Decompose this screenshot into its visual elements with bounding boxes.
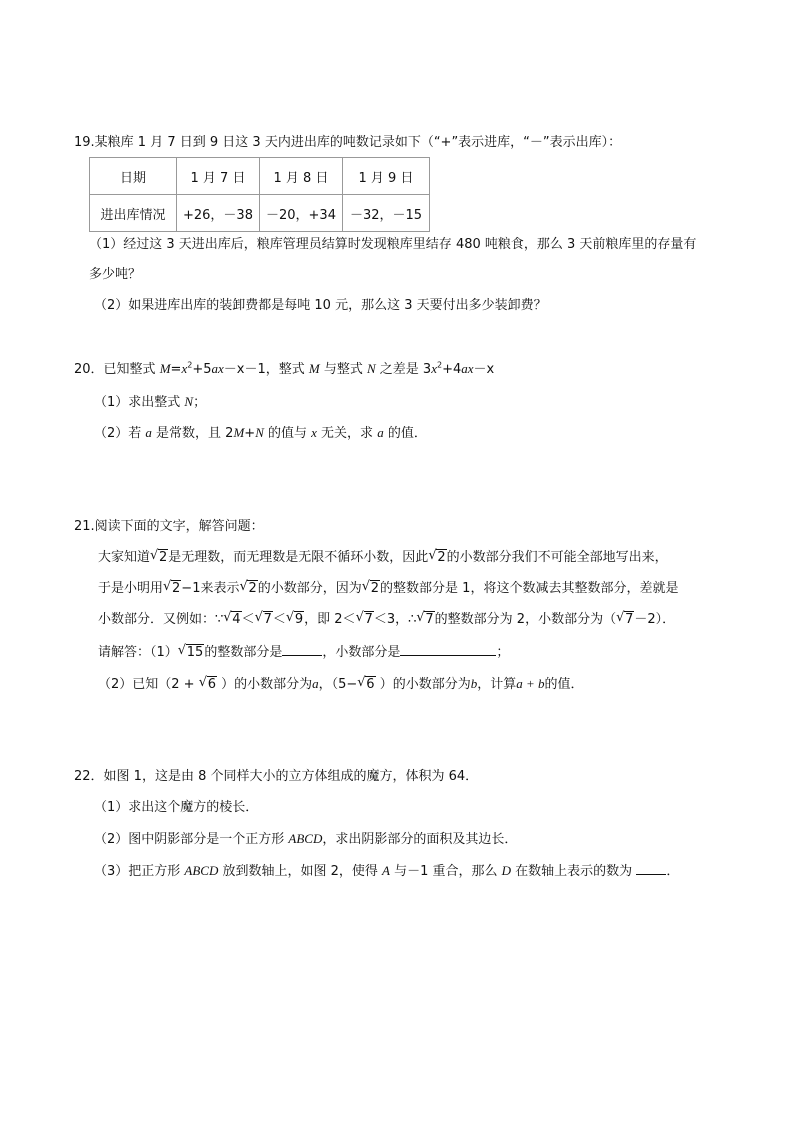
text: 的值与 [263, 426, 312, 441]
var-ax: ax [211, 361, 224, 376]
var-a: a [312, 676, 319, 691]
text: 20．已知整式 [74, 362, 160, 377]
var-a: a [377, 425, 384, 440]
table-cell: +26，－38 [177, 195, 260, 232]
text: ，求出阴影部分的面积及其边长． [322, 832, 518, 847]
radicand: 7 [263, 612, 272, 627]
text: 的整数部分是 1，将这个数减去其整数部分，差就是 [380, 581, 679, 596]
text: 的整数部分是 [204, 645, 283, 660]
text: －2）． [634, 612, 676, 627]
q19-table [89, 157, 430, 232]
radicand: 6 [366, 677, 375, 692]
var-N: N [366, 361, 376, 376]
var-N: N [184, 394, 194, 409]
expr-a-plus-b: a + b [516, 676, 545, 691]
text: ）的小数部分为 [375, 677, 471, 692]
sqrt-symbol: √ 2 [428, 548, 446, 565]
table-row [90, 195, 430, 232]
table-cell: －32，－15 [343, 195, 430, 232]
radicand: 6 [207, 677, 216, 692]
var-N: N [255, 425, 264, 440]
var-b: b [470, 676, 478, 691]
text: ，小数部分是 [322, 645, 401, 660]
q20-part1 [94, 393, 206, 412]
q21-line5 [98, 675, 584, 694]
var-A: A [382, 863, 390, 878]
radicand: 7 [364, 612, 373, 627]
text: 是常数，且 2 [151, 426, 234, 441]
text: +4 [442, 362, 462, 377]
var-a: a [145, 425, 152, 440]
text: 的小数部分我们不可能全部地写出来， [446, 550, 668, 565]
text: ，（5− [318, 677, 358, 692]
exponent: 2 [187, 360, 193, 370]
text: 在数轴上表示的数为 [511, 864, 637, 879]
sqrt-symbol: √ 7 [355, 610, 373, 627]
q21-line1 [98, 549, 668, 567]
text: －x－1，整式 [223, 362, 309, 377]
radicand: 2 [248, 581, 257, 596]
text: ； [496, 645, 510, 660]
exponent: 2 [436, 360, 443, 370]
text: 的值． [383, 426, 427, 441]
sqrt-symbol: √ 2 [239, 579, 257, 596]
radicand: 9 [294, 612, 304, 627]
text: 请解答：（1） [98, 645, 178, 660]
radicand: 2 [172, 581, 181, 596]
text: ）的小数部分为 [216, 677, 313, 692]
q21-line2 [98, 580, 678, 598]
sqrt-symbol: √ 7 [416, 610, 434, 627]
text: ； [193, 395, 207, 410]
q20-part2 [94, 424, 427, 443]
text: ，即 2＜ [304, 612, 356, 627]
sqrt-symbol: √ 2 [163, 579, 181, 596]
text: 与整式 [319, 362, 367, 377]
sqrt-symbol: √ 15 [177, 643, 204, 660]
q19-part1-line1: （1）经过这 3 天进出库后，粮库管理员结算时发现粮库里结存 480 吨粮食，那么 3 天前粮库里的存量有 [89, 237, 697, 252]
radicand: 2 [370, 581, 380, 596]
sqrt-symbol: √ 2 [150, 548, 168, 565]
var-x: x [431, 361, 437, 376]
text: +5 [192, 362, 212, 377]
table-header-cell: 日期 [90, 158, 177, 195]
text: ． [666, 864, 680, 879]
var-ABCD: ABCD [288, 831, 323, 846]
text: + [244, 426, 256, 441]
text: ，计算 [477, 677, 517, 692]
text: 无关，求 [316, 426, 378, 441]
answer-blank [400, 642, 496, 656]
var-x: x [311, 425, 317, 440]
table-header-cell: 1 月 9 日 [343, 158, 430, 195]
q22-part1: （1）求出这个魔方的棱长． [94, 800, 259, 815]
text: （2）若 [94, 426, 146, 441]
table-header-cell: 1 月 8 日 [260, 158, 343, 195]
text: 之差是 3 [375, 362, 432, 377]
text: （1）求出整式 [94, 395, 185, 410]
sqrt-symbol: √ 6 [357, 675, 375, 692]
q20-title [74, 360, 494, 379]
sqrt-symbol: √ 7 [254, 610, 272, 627]
text: 小数部分．又例如：∵ [98, 612, 224, 627]
var-ax: ax [461, 361, 474, 376]
text: （3）把正方形 [94, 864, 185, 879]
table-header-cell: 1 月 7 日 [177, 158, 260, 195]
sqrt-symbol: √ 6 [198, 675, 216, 692]
text: ＜ [272, 612, 286, 627]
text: ＜ [241, 612, 255, 627]
answer-blank [636, 861, 666, 875]
text: 是无理数，而无理数是无限不循环小数，因此 [168, 550, 429, 565]
radicand: 4 [232, 612, 241, 627]
radicand: 7 [625, 612, 634, 627]
radicand: 7 [425, 612, 434, 627]
var-ABCD: ABCD [184, 863, 219, 878]
text: 大家知道 [98, 550, 151, 565]
var-M: M [308, 361, 320, 376]
q21-line4 [98, 642, 509, 662]
answer-blank [282, 642, 322, 656]
sqrt-symbol: √ 7 [616, 610, 634, 627]
q22-title: 22．如图 1，这是由 8 个同样大小的立方体组成的魔方，体积为 64． [74, 769, 479, 784]
var-x: x [181, 361, 188, 376]
sqrt-symbol: √ 9 [285, 610, 304, 627]
radicand: 15 [186, 645, 204, 660]
text: 的整数部分为 2，小数部分为（ [434, 612, 617, 627]
q19-part1-line2: 多少吨？ [89, 267, 142, 282]
text: 的值． [544, 677, 584, 692]
radicand: 2 [437, 550, 446, 565]
q22-part2 [94, 830, 517, 849]
text: 的小数部分，因为 [257, 581, 362, 596]
text: 于是小明用 [98, 581, 164, 596]
text: −1来表示 [181, 581, 240, 596]
q19-part2: （2）如果进库出库的装卸费都是每吨 10 元，那么这 3 天要付出多少装卸费？ [94, 298, 547, 313]
text: 与－1 重合，那么 [389, 864, 502, 879]
text: （2）图中阴影部分是一个正方形 [94, 832, 289, 847]
q19-title: 19.某粮库 1 月 7 日到 9 日这 3 天内进出库的吨数记录如下（“+”表示进库，“－”表示出库）： [74, 135, 622, 150]
text: = [170, 362, 182, 377]
var-M: M [159, 361, 171, 376]
q21-line3 [98, 611, 675, 629]
sqrt-symbol: √ 4 [223, 610, 241, 627]
q21-title: 21.阅读下面的文字，解答问题： [74, 519, 264, 534]
text: （2）已知（2 + [98, 677, 199, 692]
table-cell: －20，+34 [260, 195, 343, 232]
var-M: M [233, 425, 245, 440]
q22-part3 [94, 861, 679, 881]
var-D: D [501, 863, 512, 878]
table-row-label: 进出库情况 [90, 195, 177, 232]
text: ＜3，∴ [373, 612, 417, 627]
radicand: 2 [159, 550, 168, 565]
sqrt-symbol: √ 2 [361, 579, 380, 596]
table-row [90, 158, 430, 195]
text: －x [473, 362, 495, 377]
text: 放到数轴上，如图 2，使得 [218, 864, 383, 879]
